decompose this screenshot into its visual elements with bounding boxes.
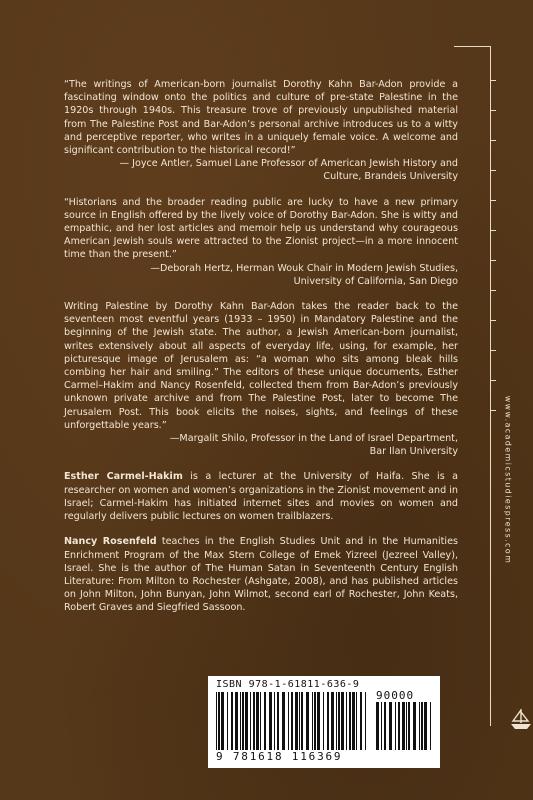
barcode-bar bbox=[282, 692, 285, 750]
frame-tick bbox=[491, 80, 496, 81]
barcode-bar bbox=[306, 692, 309, 750]
barcode-bar bbox=[402, 702, 405, 750]
barcode-bar bbox=[269, 692, 272, 750]
barcode-bar bbox=[235, 692, 238, 750]
barcode-bar bbox=[242, 692, 244, 750]
endorsement-1 bbox=[64, 78, 458, 184]
frame-tick bbox=[491, 260, 496, 261]
barcode-bar bbox=[331, 692, 334, 750]
barcode-bar bbox=[295, 692, 298, 750]
barcode-bar bbox=[245, 692, 248, 750]
frame-tick bbox=[491, 290, 496, 291]
barcode-bar bbox=[352, 692, 355, 750]
barcode-bar bbox=[338, 692, 340, 750]
publisher-website-url: www.academicstudiespress.com bbox=[503, 395, 513, 565]
barcode-bar bbox=[299, 692, 300, 750]
barcode-bar bbox=[291, 692, 293, 750]
endorsement-quote: Writing Palestine by Dorothy Kahn Bar-Adon takes the reader back to the seventeen most eventful years (1933 – 1950) in Mandatory Palestine and the beginning of the Jewish state. The author, a Jewish American-born journalist, writes extensively about all aspects of everyday life, using, for example, her picturesque image of Jerusalem as: “a woman who sits among bleak hills combing her hair and smiling.” The editors of these unique documents, Esther Carmel–Hakim and Nancy Rosenfeld, collected them from Bar-Adon’s previously unknown private archive and from The Palestine Post, later to become The Jerusalem Post. This book elicits the noises, sights, and feelings of these unforgettable years.” bbox=[64, 301, 458, 431]
barcode-bar bbox=[336, 692, 337, 750]
barcode-bar bbox=[376, 702, 379, 750]
barcode-bar bbox=[253, 692, 255, 750]
isbn-number: ISBN 978-1-61811-636-9 bbox=[216, 679, 360, 690]
barcode-bar bbox=[221, 692, 224, 750]
barcode-bar bbox=[430, 702, 431, 750]
ean-barcode-bars bbox=[216, 692, 366, 750]
barcode-bar bbox=[227, 692, 228, 750]
frame-tick bbox=[491, 350, 496, 351]
barcode-bar bbox=[384, 702, 386, 750]
barcode-bar bbox=[231, 692, 233, 750]
endorsement-quote: “Historians and the broader reading public are lucky to have a new primary source in English offered by the lively voice of Dorothy Bar-Adon. She is witty and empathic, and her lost articles and memoir help us understand why courageous American Jewish souls were attracted to the Zionist project—in a more innocent time than the present.” bbox=[64, 196, 458, 261]
endorsement-attribution: — Joyce Antler, Samuel Lane Professor of American Jewish History and bbox=[119, 158, 458, 170]
barcode-bar bbox=[406, 702, 407, 750]
endorsement-quote: “The writings of American-born journalist Dorothy Kahn Bar-Adon provide a fascinating window onto the politics and culture of pre-state Palestine in the 1920s through 1940s. This treasure trove of previously unpublished material from The Palestine Post and Bar-Adon’s personal archive introduces us to a witty and perceptive reporter, who writes in a uniquely female voice. A welcome and significant contribution to the historical record!” bbox=[64, 79, 458, 157]
endorsement-attribution-affiliation: Culture, Brandeis University bbox=[323, 171, 458, 183]
endorsement-attribution: —Margalit Shilo, Professor in the Land of Israel Department, bbox=[169, 433, 458, 445]
frame-tick bbox=[491, 410, 496, 411]
barcode-bar bbox=[260, 692, 261, 750]
barcode-bar bbox=[349, 692, 351, 750]
frame-top-line bbox=[454, 46, 490, 47]
frame-tick bbox=[491, 230, 496, 231]
barcode-bar bbox=[398, 702, 400, 750]
barcode-bar bbox=[277, 692, 279, 750]
barcode-bar bbox=[314, 692, 316, 750]
author-bio-text: teaches in the English Studies Unit and in the Humanities Enrichment Program of the Max Stern College of Emek Yizreel (Jezreel Valley), Israel. She is the author of The Human Satan in Seventeenth Century English Literature: From Milton to Rochester (Ashgate, 2008), and has published articles on John Milton, John Bunyan, John Wilmot, second earl of Rochester, John Keats, Robert Graves and Siegfried Sassoon. bbox=[64, 536, 458, 614]
author-bio-text: is a lecturer at the University of Haifa. She is a researcher on women and women’s organizations in the Zionist movement and in Israel; Carmel-Hakim has initiated internet sites and movies on women and regularly delivers public lectures on women trailblazers. bbox=[64, 471, 458, 523]
cover-text-column bbox=[64, 78, 458, 627]
barcode-bar bbox=[360, 692, 362, 750]
barcode-bar bbox=[381, 702, 382, 750]
author-name: Nancy Rosenfeld bbox=[64, 536, 157, 548]
endorsement-attribution-affiliation: Bar Ilan University bbox=[369, 446, 458, 458]
frame-tick bbox=[491, 140, 496, 141]
barcode-bar bbox=[408, 702, 410, 750]
endorsement-attribution: —Deborah Hertz, Herman Wouk Chair in Modern Jewish Studies, bbox=[150, 262, 458, 274]
barcode-bar bbox=[218, 692, 220, 750]
barcode-bar bbox=[240, 692, 241, 750]
barcode-bar bbox=[365, 692, 366, 750]
endorsement-2 bbox=[64, 196, 458, 288]
author-bio-rosenfeld bbox=[64, 535, 458, 614]
author-name: Esther Carmel-Hakim bbox=[64, 471, 183, 483]
frame-tick bbox=[491, 320, 496, 321]
frame-tick bbox=[491, 110, 496, 111]
frame-side-line bbox=[490, 46, 491, 726]
barcode-bar bbox=[346, 692, 347, 750]
barcode-bar bbox=[288, 692, 289, 750]
barcode-bar bbox=[424, 702, 427, 750]
price-code: 90000 bbox=[376, 689, 415, 702]
endorsement-3 bbox=[64, 300, 458, 458]
barcode-bar bbox=[264, 692, 266, 750]
isbn-barcode bbox=[208, 676, 440, 768]
boat-publisher-logo-icon bbox=[508, 706, 533, 732]
barcode-bar bbox=[341, 692, 344, 750]
barcode-bar bbox=[274, 692, 275, 750]
author-bio-carmel-hakim bbox=[64, 470, 458, 523]
barcode-bar bbox=[356, 692, 357, 750]
barcode-bar bbox=[216, 692, 217, 750]
barcode-bar bbox=[323, 692, 324, 750]
barcode-bar bbox=[395, 702, 396, 750]
barcode-bar bbox=[413, 702, 416, 750]
barcode-bar bbox=[250, 692, 251, 750]
frame-tick bbox=[491, 200, 496, 201]
barcode-bar bbox=[301, 692, 303, 750]
barcode-bar bbox=[256, 692, 259, 750]
frame-tick bbox=[491, 380, 496, 381]
endorsement-attribution-affiliation: University of California, San Diego bbox=[293, 275, 458, 287]
frame-tick bbox=[491, 170, 496, 171]
addon-barcode-bars bbox=[376, 702, 434, 750]
barcode-bar bbox=[317, 692, 320, 750]
barcode-bar bbox=[389, 702, 392, 750]
ean-digits: 9 781618 116369 bbox=[216, 750, 343, 763]
barcode-bar bbox=[421, 702, 423, 750]
barcode-bar bbox=[419, 702, 420, 750]
barcode-bar bbox=[312, 692, 313, 750]
barcode-bar bbox=[327, 692, 329, 750]
